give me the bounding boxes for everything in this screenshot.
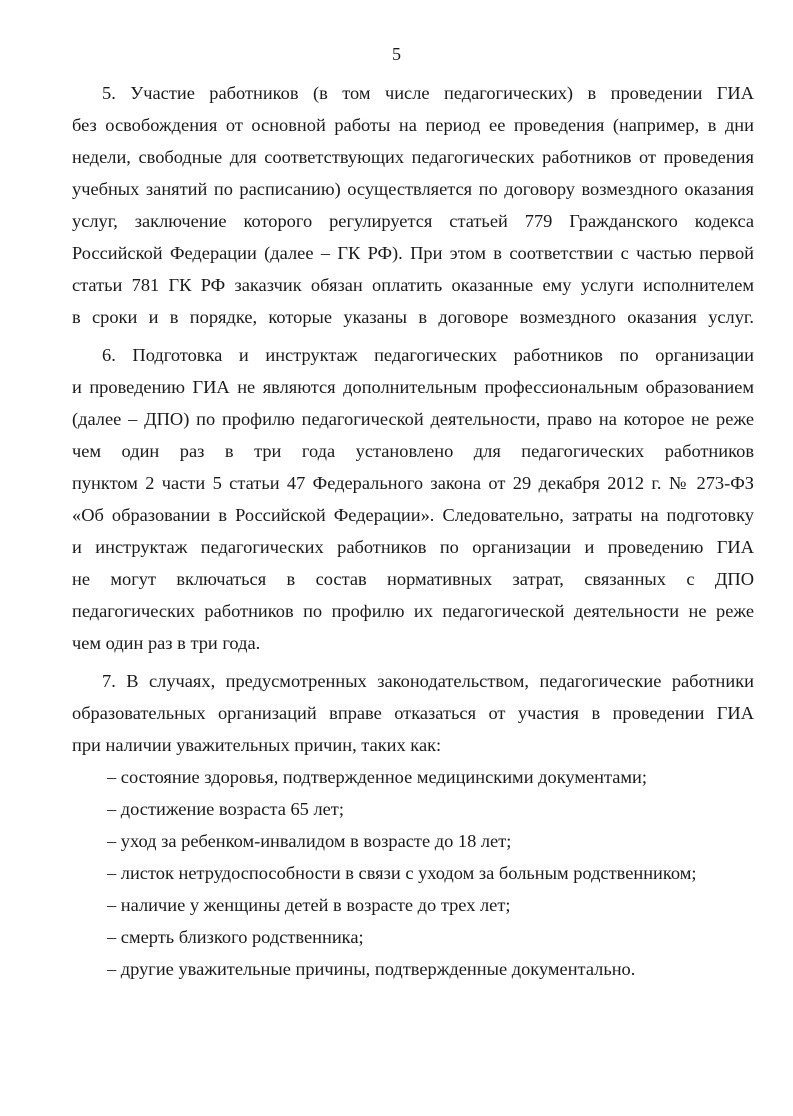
list-item: – другие уважительные причины, подтвержденные документально. (107, 959, 636, 979)
text-line: и инструктаж педагогических работников по организации и проведению ГИА (72, 537, 754, 557)
list-item: – состояние здоровья, подтвержденное медицинскими документами; (107, 767, 647, 787)
text-line: «Об образовании в Российской Федерации». Следовательно, затраты на подготовку (72, 505, 754, 525)
text-line: учебных занятий по расписанию) осуществляется по договору возмездного оказания (72, 179, 754, 199)
text-line: недели, свободные для соответствующих педагогических работников от проведения (72, 147, 754, 167)
text-line: статьи 781 ГК РФ заказчик обязан оплатить оказанные ему услуги исполнителем (72, 275, 754, 295)
list-item: – смерть близкого родственника; (107, 927, 364, 947)
text-line: пунктом 2 части 5 статьи 47 Федерального закона от 29 декабря 2012 г. № 273-ФЗ (72, 473, 754, 493)
text-line: 6. Подготовка и инструктаж педагогических работников по организации (102, 345, 754, 365)
text-line: чем один раз в три года установлено для педагогических работников (72, 441, 754, 461)
text-line: 5. Участие работников (в том числе педагогических) в проведении ГИА (102, 83, 754, 103)
list-item: – уход за ребенком-инвалидом в возрасте до 18 лет; (107, 831, 512, 851)
list-item: – наличие у женщины детей в возрасте до трех лет; (107, 895, 511, 915)
text-line: не могут включаться в состав нормативных затрат, связанных с ДПО (72, 569, 754, 589)
text-line: образовательных организаций вправе отказаться от участия в проведении ГИА (72, 703, 754, 723)
text-line: Российской Федерации (далее – ГК РФ). При этом в соответствии с частью первой (72, 243, 754, 263)
text-line: 7. В случаях, предусмотренных законодательством, педагогические работники (102, 671, 754, 691)
list-item: – листок нетрудоспособности в связи с уходом за больным родственником; (107, 863, 697, 883)
text-line: и проведению ГИА не являются дополнительным профессиональным образованием (72, 377, 754, 397)
text-line: чем один раз в три года. (72, 633, 261, 653)
list-item: – достижение возраста 65 лет; (107, 799, 344, 819)
text-line: без освобождения от основной работы на период ее проведения (например, в дни (72, 115, 754, 135)
text-line: при наличии уважительных причин, таких как: (72, 735, 442, 755)
text-line: в сроки и в порядке, которые указаны в договоре возмездного оказания услуг. (72, 307, 754, 327)
text-line: услуг, заключение которого регулируется статьей 779 Гражданского кодекса (72, 211, 754, 231)
text-line: (далее – ДПО) по профилю педагогической деятельности, право на которое не реже (72, 409, 754, 429)
text-line: педагогических работников по профилю их педагогической деятельности не реже (72, 601, 754, 621)
page-number: 5 (392, 44, 401, 64)
